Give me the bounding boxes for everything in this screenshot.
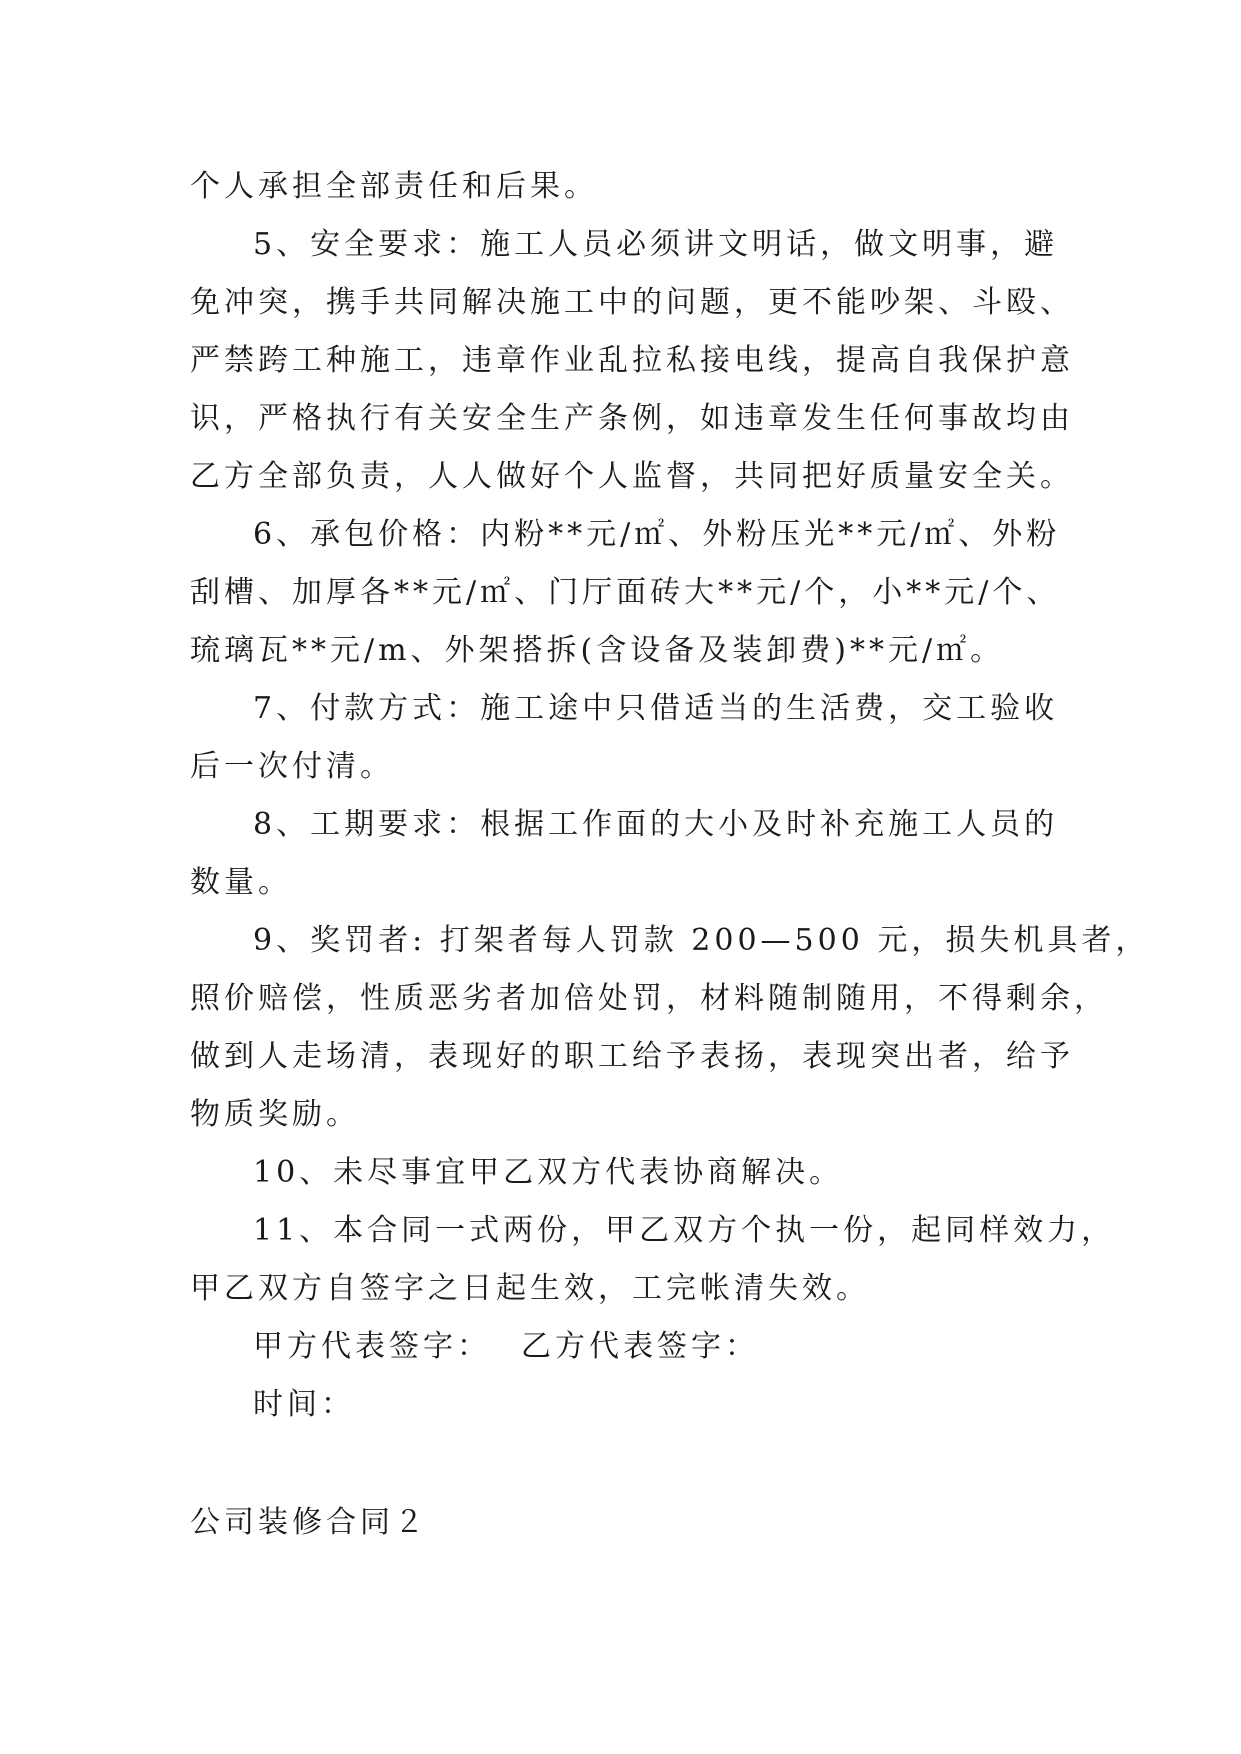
- next-contract-title: 公司装修合同２: [190, 1505, 428, 1540]
- section-spacer: [190, 1434, 1070, 1494]
- text-line: 刮槽、加厚各**元/㎡、门厅面砖大**元/个，小**元/个、: [190, 575, 1061, 610]
- signature-gap: [491, 1318, 521, 1376]
- party-b-signature-label: 乙方代表签字：: [521, 1329, 759, 1364]
- clause-8-line: 8、工期要求：根据工作面的大小及时补充施工人员的: [253, 807, 1059, 842]
- clause-6-line: 6、承包价格：内粉**元/㎡、外粉压光**元/㎡、外粉: [253, 517, 1061, 552]
- text-line: 严禁跨工种施工，违章作业乱拉私接电线，提高自我保护意: [190, 343, 1074, 378]
- text-line: 个人承担全部责任和后果。: [190, 169, 598, 204]
- text-line: 乙方全部负责，人人做好个人监督，共同把好质量安全关。: [190, 459, 1074, 494]
- document-page: [190, 158, 1150, 1552]
- text-line: 后一次付清。: [190, 749, 394, 784]
- text-line: 甲乙双方自签字之日起生效，工完帐清失效。: [190, 1271, 870, 1306]
- text-line: 照价赔偿，性质恶劣者加倍处罚，材料随制随用，不得剩余，: [190, 981, 1108, 1016]
- text-line: 做到人走场清，表现好的职工给予表扬，表现突出者，给予: [190, 1039, 1074, 1074]
- text-line: 琉璃瓦**元/m、外架搭拆(含设备及装卸费)**元/㎡。: [190, 633, 1005, 668]
- party-a-signature-label: 甲方代表签字：: [253, 1329, 491, 1364]
- clause-5-line: 5、安全要求：施工人员必须讲文明话，做文明事，避: [253, 227, 1059, 262]
- text-line: 物质奖励。: [190, 1097, 360, 1132]
- signature-row: [190, 1318, 1070, 1376]
- clause-11-line: 11、本合同一式两份，甲乙双方个执一份，起同样效力，: [253, 1213, 1116, 1248]
- clause-7-line: 7、付款方式：施工途中只借适当的生活费，交工验收: [253, 691, 1059, 726]
- time-label: 时间：: [253, 1387, 355, 1422]
- text-line: 识，严格执行有关安全生产条例，如违章发生任何事故均由: [190, 401, 1074, 436]
- text-line: 数量。: [190, 865, 292, 900]
- clause-10-line: 10、未尽事宜甲乙双方代表协商解决。: [253, 1155, 844, 1190]
- text-line: 免冲突，携手共同解决施工中的问题，更不能吵架、斗殴、: [190, 285, 1074, 320]
- clause-9-line: 9、奖罚者: 打架者每人罚款 200—500 元，损失机具者，: [253, 923, 1150, 958]
